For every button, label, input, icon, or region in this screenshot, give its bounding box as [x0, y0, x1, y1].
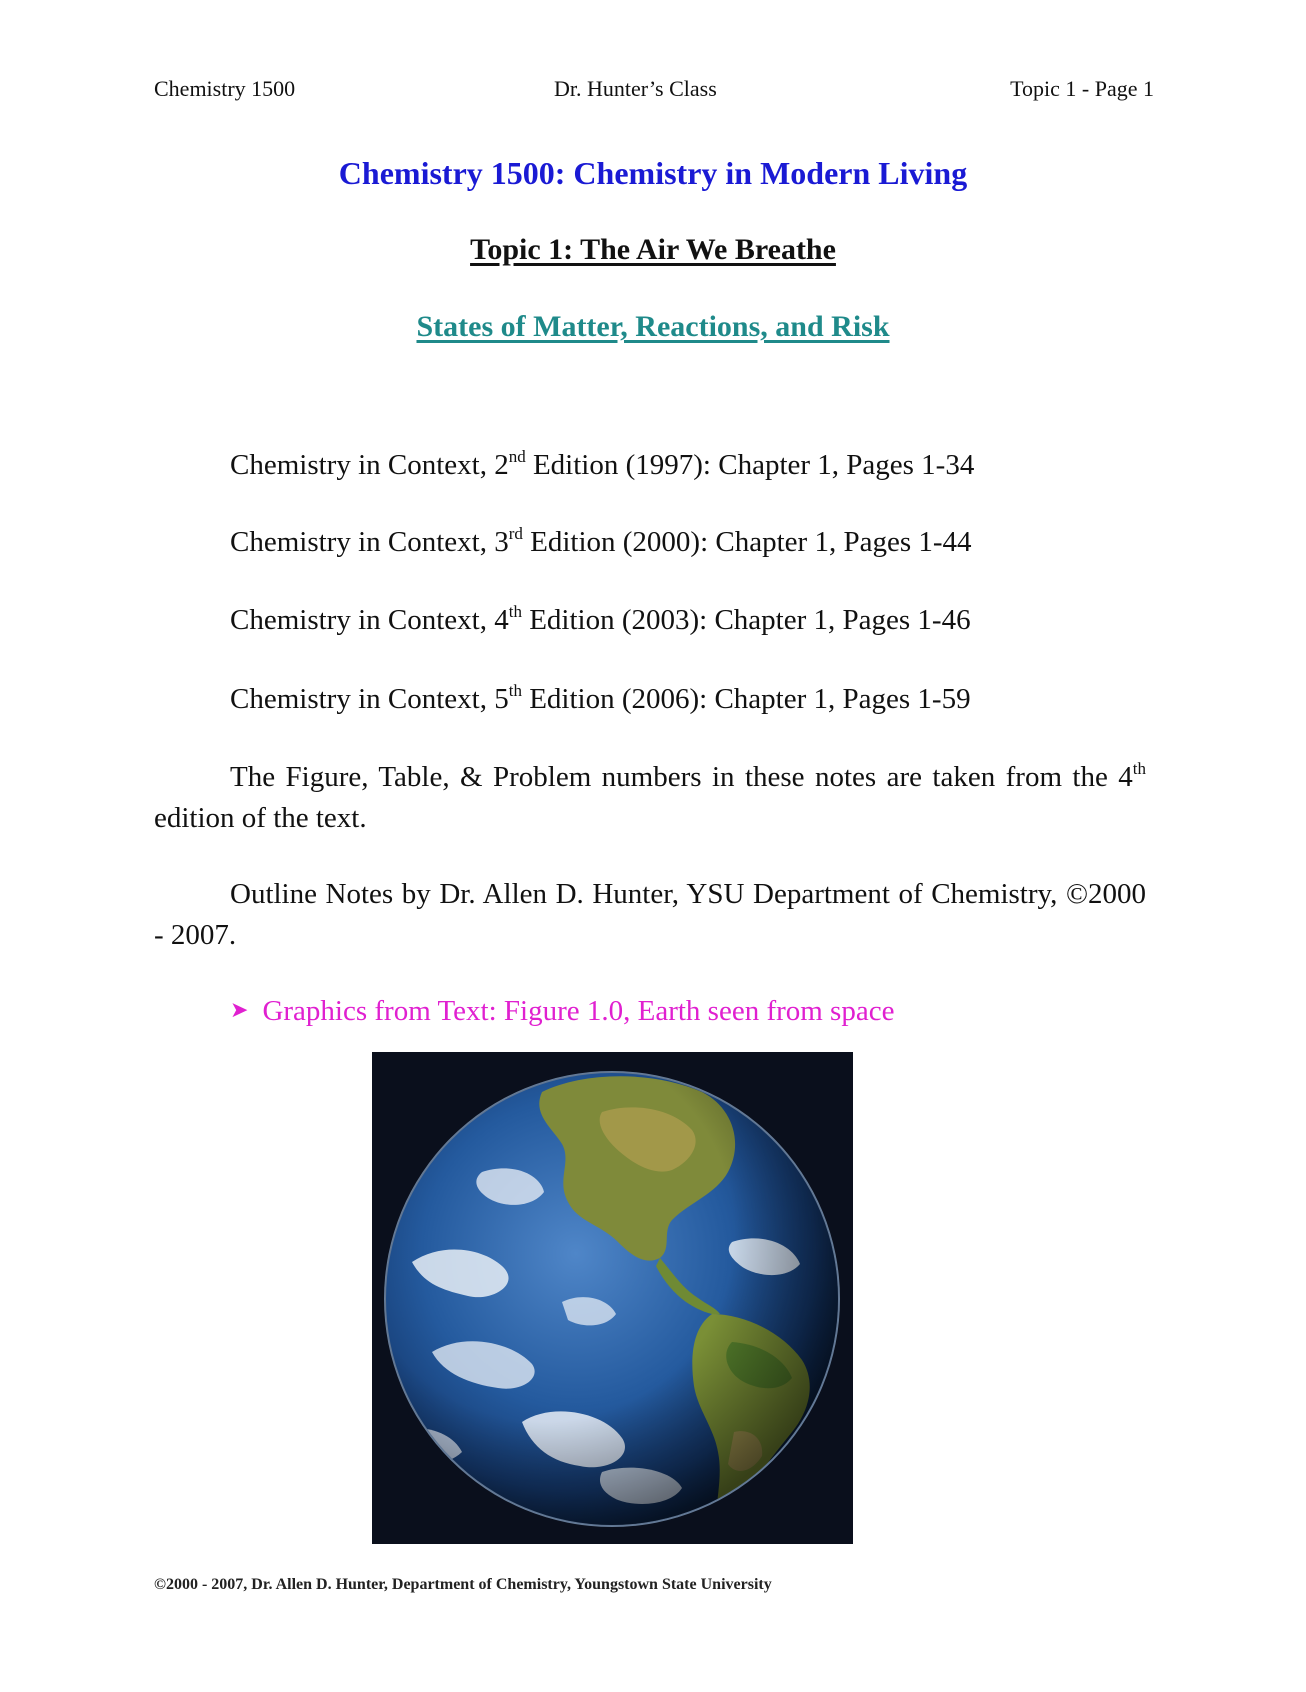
edition-note-text: edition of the text. — [154, 802, 367, 834]
page-footer: ©2000 - 2007, Dr. Allen D. Hunter, Department of Chemistry, Youngstown State University — [154, 1576, 772, 1593]
reference-ordinal: nd — [508, 447, 526, 466]
graphics-caption-text: Graphics from Text: Figure 1.0, Earth seen from space — [262, 995, 895, 1027]
reference-text: Edition (2003): Chapter 1, Pages 1-46 — [521, 604, 971, 636]
reference-line — [230, 524, 972, 559]
document-title: Chemistry 1500: Chemistry in Modern Living — [338, 155, 968, 191]
header-instructor: Dr. Hunter’s Class — [554, 76, 717, 101]
subtopic-heading-text: States of Matter, Reactions, and Risk — [416, 310, 890, 343]
reference-ordinal: th — [508, 602, 522, 621]
reference-text: Edition (2006): Chapter 1, Pages 1-59 — [521, 683, 971, 715]
reference-text: Chemistry in Context, 5 — [230, 683, 509, 715]
reference-text: Chemistry in Context, 2 — [230, 449, 509, 481]
earth-globe-illustration — [372, 1052, 853, 1544]
graphics-caption — [230, 995, 894, 1028]
running-header — [154, 76, 1154, 106]
header-course: Chemistry 1500 — [154, 76, 296, 101]
edition-note-text: The Figure, Table, & Problem numbers in these notes are taken from the 4 — [230, 761, 1133, 793]
topic-heading-text: Topic 1: The Air We Breathe — [470, 233, 836, 266]
topic-heading — [0, 233, 1306, 267]
author-note-paragraph: Outline Notes by Dr. Allen D. Hunter, YSU Department of Chemistry, ©2000 - 2007. — [154, 878, 1146, 951]
reference-text: Chemistry in Context, 4 — [230, 604, 509, 636]
reference-line — [230, 681, 971, 716]
earth-from-space-image — [372, 1052, 853, 1544]
subtopic-heading — [0, 310, 1306, 344]
arrowhead-bullet-icon: ➤ — [230, 997, 249, 1022]
reference-text: Edition (2000): Chapter 1, Pages 1-44 — [522, 526, 972, 558]
edition-note-paragraph — [154, 757, 1146, 839]
reference-line — [230, 447, 974, 482]
reference-ordinal: rd — [508, 524, 523, 543]
reference-line — [230, 602, 971, 637]
reference-text: Edition (1997): Chapter 1, Pages 1-34 — [525, 449, 975, 481]
header-page-number: Topic 1 - Page 1 — [1010, 76, 1154, 101]
reference-ordinal: th — [508, 681, 522, 700]
edition-note-ordinal: th — [1132, 759, 1146, 778]
reference-text: Chemistry in Context, 3 — [230, 526, 509, 558]
